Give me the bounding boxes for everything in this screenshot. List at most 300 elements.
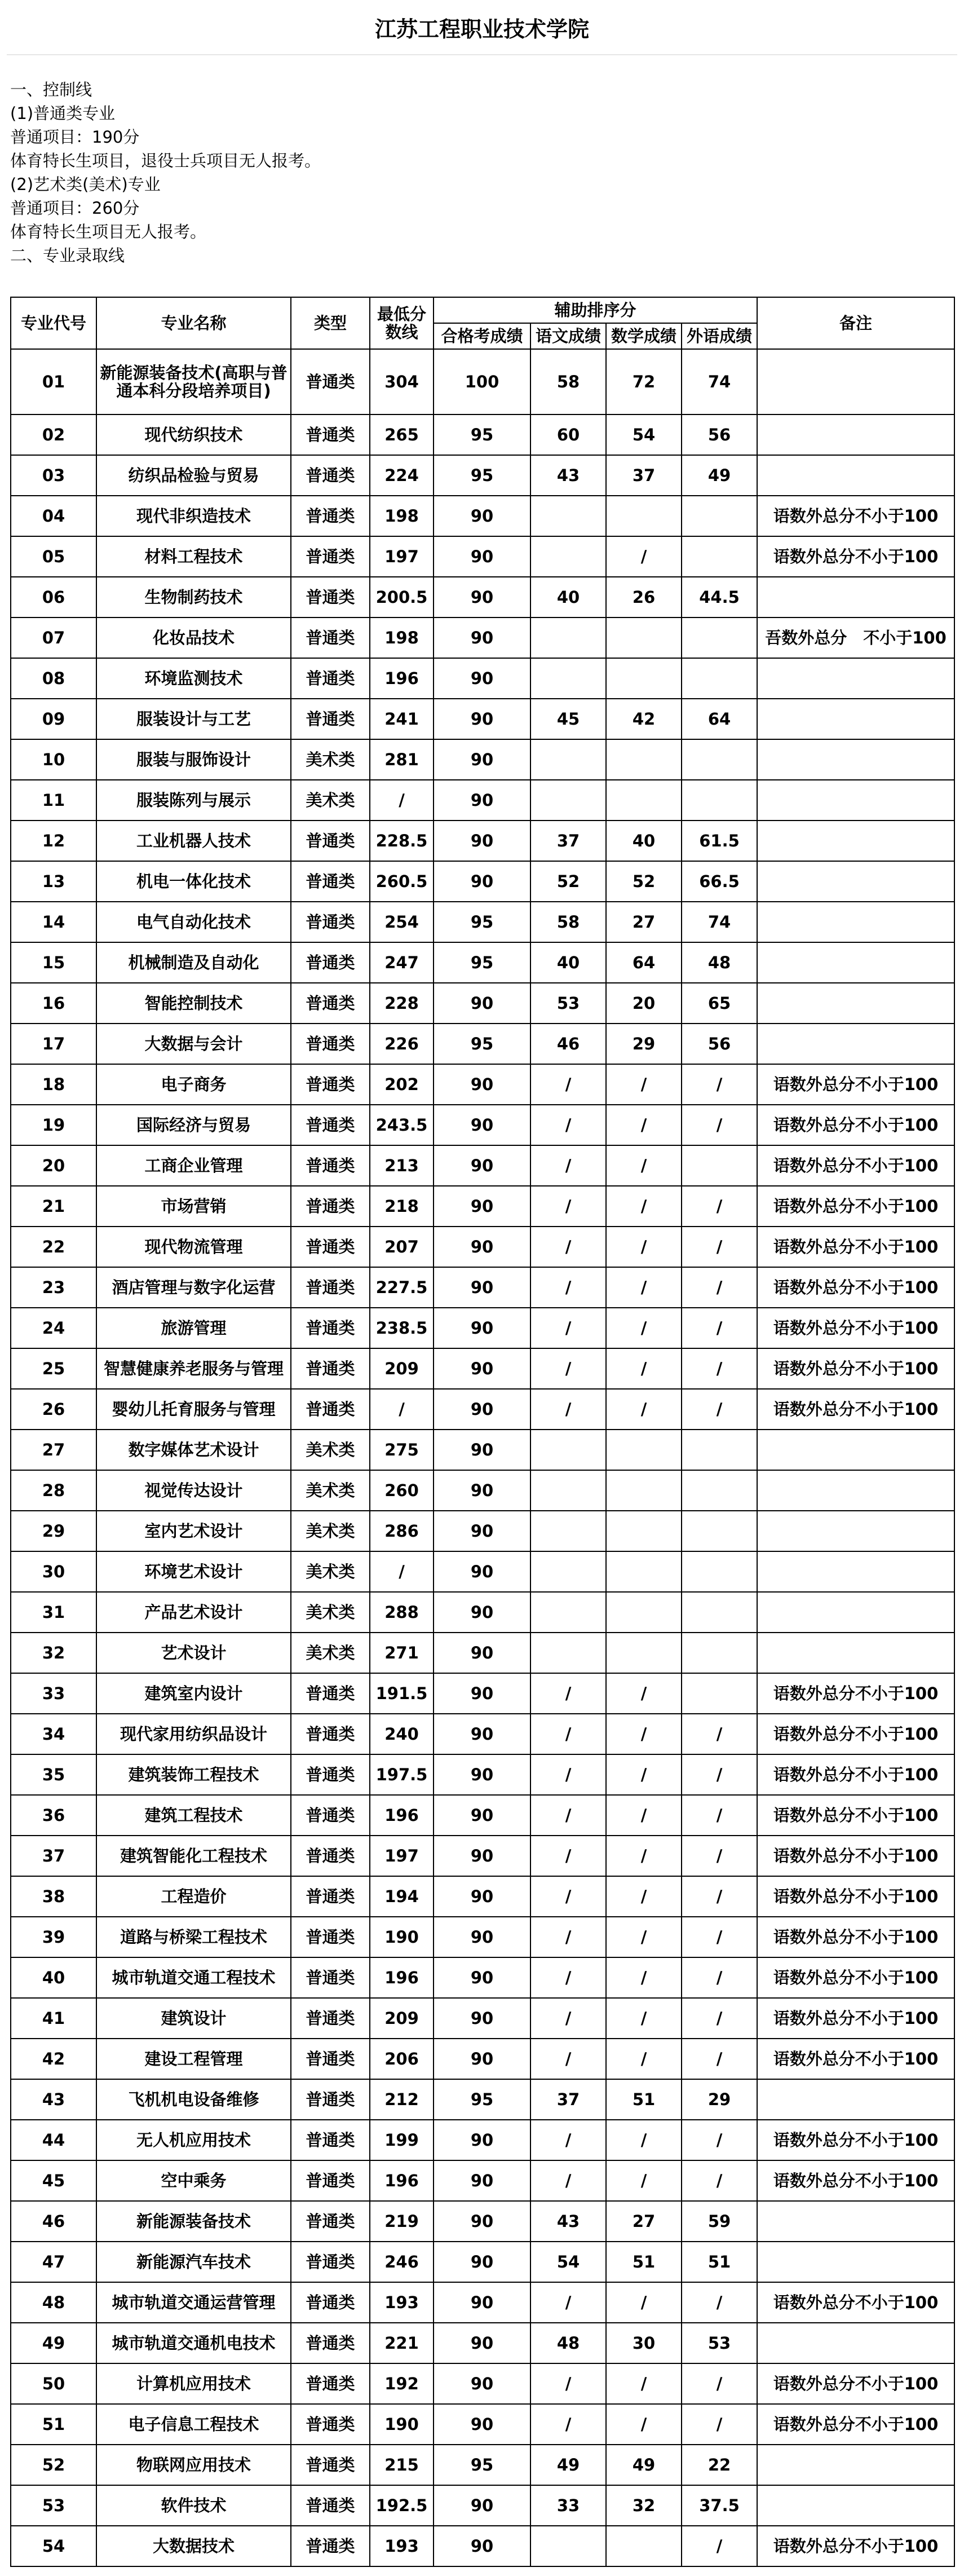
cell-chinese-score: 54 [530,2242,606,2282]
header-math-score: 数学成绩 [606,323,682,349]
cell-name: 空中乘务 [96,2160,291,2201]
cell-type: 普通类 [291,861,370,902]
table-row [11,739,954,780]
cell-code: 16 [11,983,96,1024]
cell-code: 20 [11,1145,96,1186]
cell-foreign-score [682,1592,757,1633]
cell-note: 语数外总分不小于100 [757,1389,954,1430]
cell-name: 城市轨道交通运营管理 [96,2282,291,2323]
cell-name: 软件技术 [96,2485,291,2526]
cell-code: 12 [11,821,96,861]
cell-name: 服装陈列与展示 [96,780,291,821]
table-row [11,1186,954,1227]
cell-name: 电子商务 [96,1064,291,1105]
cell-type: 美术类 [291,739,370,780]
cell-name: 旅游管理 [96,1308,291,1348]
cell-code: 22 [11,1227,96,1267]
cell-foreign-score: 59 [682,2201,757,2242]
intro-line: 一、控制线 [10,80,92,99]
cell-pass-score: 90 [434,1836,530,1876]
cell-foreign-score [682,1673,757,1714]
cell-type: 普通类 [291,2242,370,2282]
cell-foreign-score: 74 [682,902,757,942]
cell-type: 普通类 [291,1917,370,1957]
cell-foreign-score: 53 [682,2323,757,2363]
cell-note [757,455,954,496]
cell-note: 语数外总分不小于100 [757,2526,954,2566]
table-row [11,1551,954,1592]
cell-pass-score: 90 [434,1673,530,1714]
cell-type: 普通类 [291,2160,370,2201]
cell-name: 数字媒体艺术设计 [96,1430,291,1470]
cell-type: 普通类 [291,2363,370,2404]
header-chinese-score: 语文成绩 [530,323,606,349]
intro-line: (2)艺术类(美术)专业 [10,175,161,194]
cell-name: 室内艺术设计 [96,1511,291,1551]
cell-min-score: 192.5 [370,2485,434,2526]
cell-pass-score: 90 [434,536,530,577]
cell-pass-score: 90 [434,983,530,1024]
cell-min-score: 247 [370,942,434,983]
cell-name: 新能源装备技术(高职与普通本科分段培养项目) [96,349,291,414]
cell-pass-score: 90 [434,1430,530,1470]
header-name: 专业名称 [96,297,291,349]
cell-type: 普通类 [291,2445,370,2485]
cell-min-score: 190 [370,1917,434,1957]
cell-math-score: / [606,1186,682,1227]
cell-code: 02 [11,414,96,455]
cell-min-score: / [370,1389,434,1430]
cell-note: 语数外总分不小于100 [757,1876,954,1917]
table-row [11,1917,954,1957]
cell-chinese-score: 43 [530,455,606,496]
table-row [11,577,954,617]
cell-foreign-score [682,496,757,536]
cell-pass-score: 95 [434,902,530,942]
cell-type: 美术类 [291,1470,370,1511]
cell-min-score: 196 [370,658,434,699]
intro-line: 体育特长生项目无人报考。 [10,222,207,241]
cell-pass-score: 100 [434,349,530,414]
cell-chinese-score [530,617,606,658]
cell-foreign-score [682,1145,757,1186]
cell-min-score: 202 [370,1064,434,1105]
cell-min-score: 197 [370,536,434,577]
table-body [11,349,954,2566]
cell-chinese-score [530,739,606,780]
cell-math-score: 51 [606,2242,682,2282]
cell-math-score: / [606,1227,682,1267]
cell-chinese-score [530,536,606,577]
table-row [11,1673,954,1714]
cell-code: 28 [11,1470,96,1511]
cell-min-score: 198 [370,496,434,536]
cell-type: 普通类 [291,2120,370,2160]
cell-type: 普通类 [291,1673,370,1714]
cell-min-score: 219 [370,2201,434,2242]
cell-chinese-score: / [530,1836,606,1876]
cell-chinese-score: / [530,1876,606,1917]
cell-note [757,1551,954,1592]
cell-note [757,2485,954,2526]
table-row [11,658,954,699]
cell-name: 建设工程管理 [96,2039,291,2079]
cell-min-score: 197 [370,1836,434,1876]
cell-note: 语数外总分不小于100 [757,2282,954,2323]
cell-note [757,1511,954,1551]
cell-chinese-score: 46 [530,1024,606,1064]
cell-pass-score: 90 [434,861,530,902]
table-row [11,2526,954,2566]
cell-note: 语数外总分不小于100 [757,2160,954,2201]
cell-note [757,414,954,455]
cell-math-score: 72 [606,349,682,414]
cell-name: 电子信息工程技术 [96,2404,291,2445]
cell-name: 服装与服饰设计 [96,739,291,780]
cell-pass-score: 95 [434,942,530,983]
table-row [11,1227,954,1267]
cell-math-score: / [606,1308,682,1348]
cell-note [757,1470,954,1511]
cell-note [757,861,954,902]
cell-note [757,983,954,1024]
cell-chinese-score [530,1470,606,1511]
cell-name: 市场营销 [96,1186,291,1227]
cell-note: 语数外总分不小于100 [757,1917,954,1957]
cell-foreign-score: / [682,1227,757,1267]
cell-min-score: 212 [370,2079,434,2120]
cell-code: 19 [11,1105,96,1145]
cell-code: 46 [11,2201,96,2242]
cell-code: 11 [11,780,96,821]
cell-note: 语数外总分不小于100 [757,1836,954,1876]
cell-min-score: 243.5 [370,1105,434,1145]
cell-code: 51 [11,2404,96,2445]
table-row [11,1754,954,1795]
cell-code: 18 [11,1064,96,1105]
table-row [11,536,954,577]
cell-math-score: / [606,1714,682,1754]
cell-foreign-score: 29 [682,2079,757,2120]
cell-chinese-score: 58 [530,902,606,942]
table-row [11,2445,954,2485]
cell-pass-score: 90 [434,2242,530,2282]
cell-type: 普通类 [291,2079,370,2120]
cell-code: 38 [11,1876,96,1917]
cell-name: 建筑设计 [96,1998,291,2039]
cell-pass-score: 90 [434,1511,530,1551]
intro-line: 普通项目：260分 [10,199,140,218]
cell-chinese-score [530,1633,606,1673]
cell-pass-score: 90 [434,2201,530,2242]
table-row [11,1795,954,1836]
cell-type: 普通类 [291,1064,370,1105]
cell-code: 37 [11,1836,96,1876]
cell-chinese-score: / [530,2039,606,2079]
cell-type: 普通类 [291,536,370,577]
cell-type: 普通类 [291,2039,370,2079]
cell-foreign-score: / [682,2363,757,2404]
table-row [11,2160,954,2201]
cell-note [757,2323,954,2363]
cell-chinese-score [530,1430,606,1470]
cell-name: 环境监测技术 [96,658,291,699]
cell-type: 普通类 [291,1389,370,1430]
header-note: 备注 [757,297,954,349]
cell-math-score: / [606,1105,682,1145]
cell-type: 普通类 [291,1267,370,1308]
cell-type: 普通类 [291,902,370,942]
cell-pass-score: 90 [434,577,530,617]
cell-chinese-score [530,780,606,821]
table-row [11,455,954,496]
intro-line: (1)普通类专业 [10,104,116,123]
table-row [11,2404,954,2445]
cell-name: 大数据技术 [96,2526,291,2566]
cell-chinese-score: 40 [530,577,606,617]
cell-pass-score: 90 [434,1470,530,1511]
cell-min-score: 246 [370,2242,434,2282]
table-row [11,617,954,658]
header-pass-score: 合格考成绩 [434,323,530,349]
cell-math-score: / [606,2363,682,2404]
cell-code: 47 [11,2242,96,2282]
cell-type: 美术类 [291,1511,370,1551]
cell-pass-score: 90 [434,1754,530,1795]
cell-chinese-score: / [530,1348,606,1389]
table-row [11,2120,954,2160]
cell-name: 计算机应用技术 [96,2363,291,2404]
cell-pass-score: 90 [434,821,530,861]
cell-note: 语数外总分不小于100 [757,2363,954,2404]
cell-name: 工业机器人技术 [96,821,291,861]
cell-min-score: 240 [370,1714,434,1754]
cell-chinese-score: 37 [530,821,606,861]
cell-type: 普通类 [291,496,370,536]
cell-foreign-score: / [682,1267,757,1308]
cell-type: 普通类 [291,1145,370,1186]
cell-pass-score: 90 [434,2282,530,2323]
cell-min-score: 194 [370,1876,434,1917]
cell-min-score: 304 [370,349,434,414]
cell-foreign-score [682,1633,757,1673]
cell-code: 10 [11,739,96,780]
cell-foreign-score: / [682,1957,757,1998]
cell-note: 语数外总分不小于100 [757,1227,954,1267]
cell-min-score: 260 [370,1470,434,1511]
cell-math-score [606,1592,682,1633]
cell-chinese-score: 58 [530,349,606,414]
table-row [11,942,954,983]
cell-foreign-score: / [682,2404,757,2445]
cell-foreign-score: / [682,1064,757,1105]
cell-code: 08 [11,658,96,699]
cell-type: 普通类 [291,1876,370,1917]
cell-chinese-score [530,496,606,536]
table-row [11,902,954,942]
cell-min-score: 226 [370,1024,434,1064]
header-foreign-score: 外语成绩 [682,323,757,349]
cell-note [757,2079,954,2120]
cell-min-score: 238.5 [370,1308,434,1348]
cell-foreign-score [682,658,757,699]
cell-min-score: 197.5 [370,1754,434,1795]
cell-chinese-score: / [530,2363,606,2404]
cell-name: 婴幼儿托育服务与管理 [96,1389,291,1430]
table-row [11,821,954,861]
cell-foreign-score: / [682,2039,757,2079]
cell-pass-score: 95 [434,2445,530,2485]
table-row [11,414,954,455]
cell-min-score: 192 [370,2363,434,2404]
cell-foreign-score: / [682,2526,757,2566]
cell-code: 31 [11,1592,96,1633]
cell-chinese-score: / [530,1145,606,1186]
cell-note [757,1430,954,1470]
cell-min-score: 275 [370,1430,434,1470]
cell-foreign-score: / [682,1998,757,2039]
cell-type: 普通类 [291,1836,370,1876]
cell-type: 普通类 [291,699,370,739]
cell-pass-score: 90 [434,2039,530,2079]
cell-code: 35 [11,1754,96,1795]
cell-chinese-score: / [530,2282,606,2323]
table-row [11,1389,954,1430]
cell-foreign-score [682,1470,757,1511]
cell-name: 生物制药技术 [96,577,291,617]
cell-chinese-score: / [530,2404,606,2445]
cell-chinese-score: 45 [530,699,606,739]
cell-note [757,1024,954,1064]
cell-code: 05 [11,536,96,577]
table-row [11,1876,954,1917]
cell-type: 普通类 [291,577,370,617]
cell-foreign-score: / [682,1836,757,1876]
cell-chinese-score: 49 [530,2445,606,2485]
cell-foreign-score: / [682,1105,757,1145]
table-row [11,2323,954,2363]
cell-note [757,2445,954,2485]
cell-min-score: 196 [370,2160,434,2201]
cell-foreign-score: 66.5 [682,861,757,902]
cell-note: 语数外总分不小于100 [757,1064,954,1105]
cell-name: 现代物流管理 [96,1227,291,1267]
table-row [11,1592,954,1633]
cell-type: 普通类 [291,617,370,658]
cell-name: 服装设计与工艺 [96,699,291,739]
cell-code: 01 [11,349,96,414]
cell-name: 现代非织造技术 [96,496,291,536]
cell-pass-score: 90 [434,2404,530,2445]
cell-math-score: / [606,2039,682,2079]
table-row [11,1714,954,1754]
cell-pass-score: 90 [434,1105,530,1145]
cell-min-score: 199 [370,2120,434,2160]
cell-math-score [606,1511,682,1551]
cell-note: 语数外总分不小于100 [757,1308,954,1348]
cell-chinese-score: / [530,1957,606,1998]
cell-type: 普通类 [291,821,370,861]
cell-math-score: / [606,1754,682,1795]
cell-min-score: 218 [370,1186,434,1227]
table-row [11,1633,954,1673]
cell-code: 21 [11,1186,96,1227]
cell-name: 酒店管理与数字化运营 [96,1267,291,1308]
cell-math-score: / [606,2404,682,2445]
cell-chinese-score: / [530,1673,606,1714]
cell-foreign-score: 44.5 [682,577,757,617]
cell-pass-score: 90 [434,1714,530,1754]
cell-chinese-score [530,2526,606,2566]
cell-min-score: 221 [370,2323,434,2363]
cell-foreign-score [682,1430,757,1470]
cell-name: 城市轨道交通工程技术 [96,1957,291,1998]
cell-chinese-score: / [530,1389,606,1430]
cell-note [757,821,954,861]
cell-code: 27 [11,1430,96,1470]
cell-code: 03 [11,455,96,496]
cell-name: 机电一体化技术 [96,861,291,902]
cell-math-score: 64 [606,942,682,983]
cell-math-score: / [606,1673,682,1714]
cell-note [757,2201,954,2242]
cell-chinese-score [530,1551,606,1592]
cell-chinese-score: / [530,1714,606,1754]
cell-min-score: 206 [370,2039,434,2079]
cell-code: 43 [11,2079,96,2120]
cell-name: 无人机应用技术 [96,2120,291,2160]
cell-foreign-score: 74 [682,349,757,414]
cell-foreign-score: 22 [682,2445,757,2485]
cell-note [757,780,954,821]
cell-name: 大数据与会计 [96,1024,291,1064]
cell-foreign-score: 37.5 [682,2485,757,2526]
cell-math-score: 54 [606,414,682,455]
table-row [11,1998,954,2039]
cell-code: 44 [11,2120,96,2160]
cell-foreign-score: / [682,2160,757,2201]
cell-foreign-score: / [682,1714,757,1754]
cell-chinese-score: / [530,1186,606,1227]
intro-line: 二、专业录取线 [10,246,125,265]
cell-math-score [606,658,682,699]
cell-chinese-score: 48 [530,2323,606,2363]
cell-chinese-score: 43 [530,2201,606,2242]
cell-type: 普通类 [291,455,370,496]
cell-pass-score: 90 [434,2526,530,2566]
cell-name: 电气自动化技术 [96,902,291,942]
cell-foreign-score: / [682,1795,757,1836]
cell-math-score: / [606,1876,682,1917]
cell-pass-score: 90 [434,1917,530,1957]
cell-min-score: 227.5 [370,1267,434,1308]
cell-math-score: 20 [606,983,682,1024]
cell-pass-score: 90 [434,780,530,821]
cell-chinese-score: 33 [530,2485,606,2526]
cell-pass-score: 90 [434,1551,530,1592]
cell-math-score: / [606,1836,682,1876]
cell-chinese-score: / [530,1267,606,1308]
cell-min-score: 286 [370,1511,434,1551]
cell-code: 13 [11,861,96,902]
cell-chinese-score: / [530,2120,606,2160]
cell-min-score: / [370,1551,434,1592]
table-row [11,2039,954,2079]
cell-code: 33 [11,1673,96,1714]
table-row [11,1511,954,1551]
cell-code: 04 [11,496,96,536]
cell-code: 09 [11,699,96,739]
